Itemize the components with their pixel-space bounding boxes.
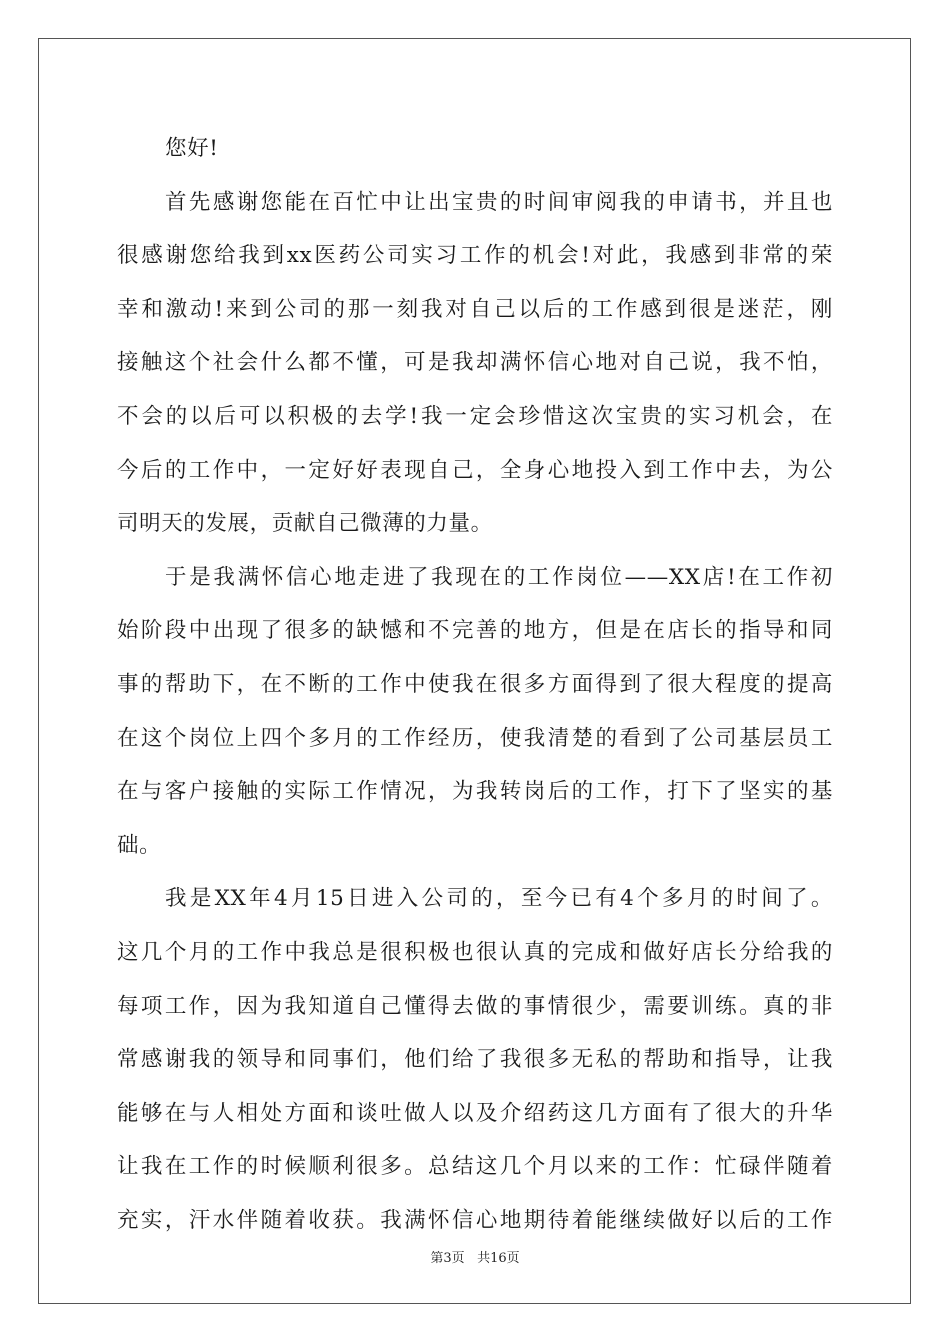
paragraph-line: 我是XX年4月15日进入公司的，至今已有4个多月的时间了。 <box>165 886 833 912</box>
paragraph-line: 很感谢您给我到xx医药公司实习工作的机会!对此，我感到非常的荣 <box>117 243 833 269</box>
paragraph-line: 常感谢我的领导和同事们，他们给了我很多无私的帮助和指导，让我 <box>117 1047 833 1073</box>
paragraph-line: 不会的以后可以积极的去学!我一定会珍惜这次宝贵的实习机会，在 <box>117 403 833 429</box>
paragraph-line: 始阶段中出现了很多的缺憾和不完善的地方，但是在店长的指导和同 <box>117 618 833 644</box>
paragraph-line: 事的帮助下，在不断的工作中使我在很多方面得到了很大程度的提高 <box>117 671 833 697</box>
paragraph-line: 在这个岗位上四个多月的工作经历，使我清楚的看到了公司基层员工 <box>117 725 833 751</box>
paragraph-line: 幸和激动!来到公司的那一刻我对自己以后的工作感到很是迷茫，刚 <box>117 296 833 322</box>
paragraph-line: 今后的工作中，一定好好表现自己，全身心地投入到工作中去，为公 <box>117 457 833 483</box>
paragraph-line: 于是我满怀信心地走进了我现在的工作岗位——XX店!在工作初 <box>165 564 833 590</box>
page-number: 第3页 <box>430 1251 465 1266</box>
paragraph-line: 这几个月的工作中我总是很积极也很认真的完成和做好店长分给我的 <box>117 939 833 965</box>
paragraph-line: 充实，汗水伴随着收获。我满怀信心地期待着能继续做好以后的工作 <box>117 1207 833 1233</box>
paragraph-line: 每项工作，因为我知道自己懂得去做的事情很少，需要训练。真的非 <box>117 993 833 1019</box>
paragraph-line: 能够在与人相处方面和谈吐做人以及介绍药这几方面有了很大的升华 <box>117 1100 833 1126</box>
page-footer <box>0 1247 950 1266</box>
paragraph-line: 首先感谢您能在百忙中让出宝贵的时间审阅我的申请书，并且也 <box>165 189 833 215</box>
paragraph-line: 在与客户接触的实际工作情况，为我转岗后的工作，打下了坚实的基 <box>117 779 833 805</box>
page-total: 共16页 <box>477 1251 520 1266</box>
document-body <box>117 122 833 1247</box>
paragraph-line: 司明天的发展，贡献自己微薄的力量。 <box>117 511 493 537</box>
paragraph-line: 接触这个社会什么都不懂，可是我却满怀信心地对自己说，我不怕， <box>117 350 833 376</box>
paragraph-line: 础。 <box>117 832 162 858</box>
greeting-line: 您好! <box>165 136 219 161</box>
paragraph-line: 让我在工作的时候顺利很多。总结这几个月以来的工作：忙碌伴随着 <box>117 1154 833 1180</box>
